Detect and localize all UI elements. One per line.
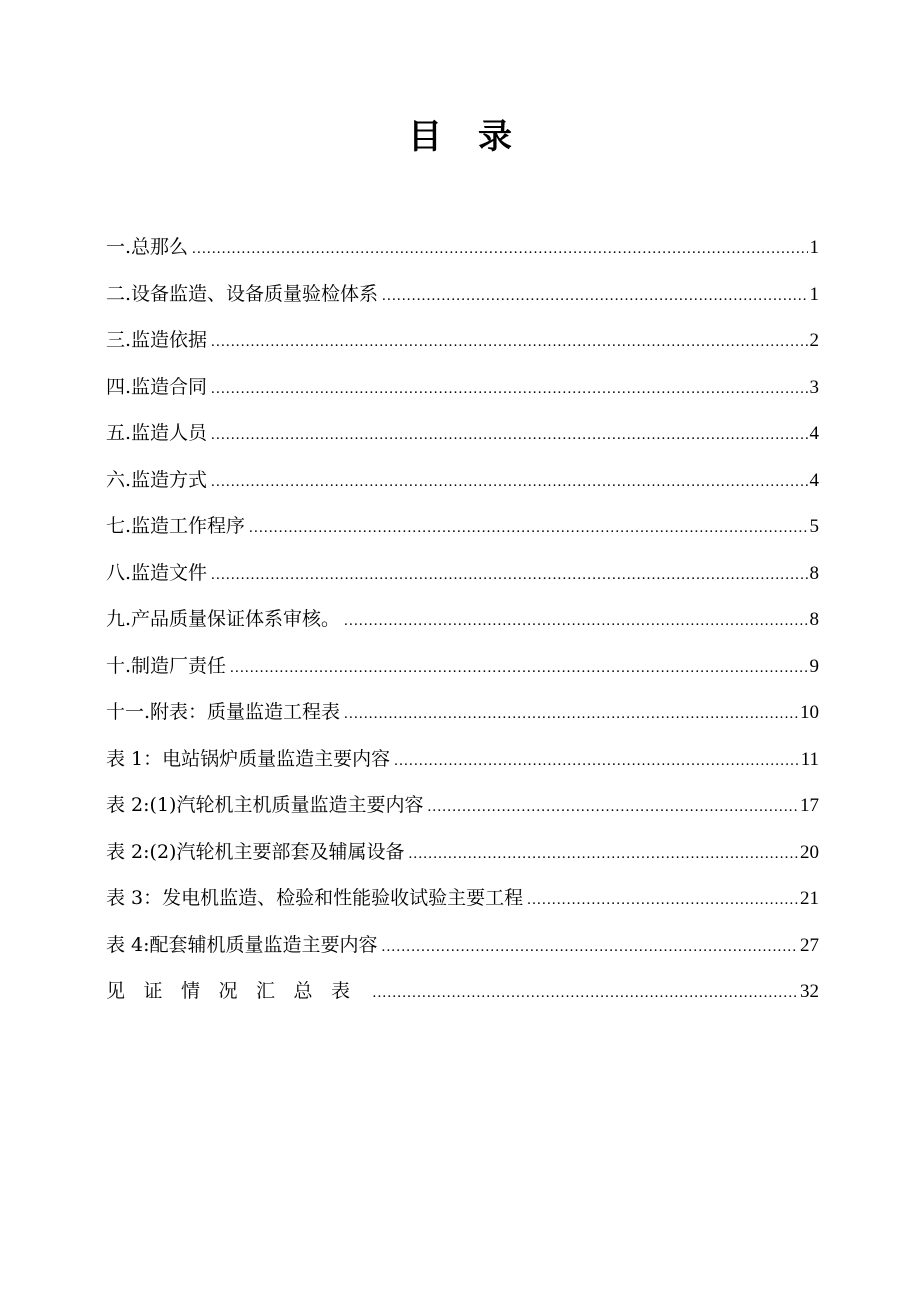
toc-leader-dots [344, 598, 807, 645]
toc-leader-dots [211, 366, 807, 413]
toc-leader-dots [394, 738, 799, 785]
toc-leader-dots [211, 319, 807, 366]
toc-entry-title: 表 2:(1)汽轮机主机质量监造主要内容 [106, 794, 424, 816]
toc-leader-dots [211, 412, 807, 459]
toc-page-number: 21 [800, 888, 819, 909]
toc-entry[interactable] [106, 457, 819, 504]
toc-page-number: 1 [809, 283, 819, 305]
toc-entry-title: 表 2:(2)汽轮机主要部套及辅属设备 [106, 840, 405, 863]
toc-entry[interactable] [106, 922, 819, 969]
toc-entry-title: 七.监造工作程序 [106, 515, 246, 537]
toc-leader-dots [230, 645, 807, 692]
toc-page-number: 4 [809, 423, 819, 444]
toc-entry[interactable] [106, 596, 819, 643]
toc-entry[interactable] [106, 968, 819, 1015]
toc-entry[interactable] [106, 410, 819, 457]
toc-entry[interactable] [106, 550, 819, 597]
toc-entry-title: 二.设备监造、设备质量验检体系 [106, 282, 379, 305]
toc-entry[interactable] [106, 829, 819, 876]
toc-entry-title: 表 4:配套辅机质量监造主要内容 [106, 933, 378, 956]
toc-entry-title: 表 1：电站锅炉质量监造主要内容 [106, 747, 391, 770]
toc-entry-title: 表 3：发电机监造、检验和性能验收试验主要工程 [106, 887, 524, 909]
toc-leader-dots [382, 273, 807, 320]
toc-page-number: 3 [809, 376, 819, 398]
toc-leader-dots [192, 226, 807, 273]
toc-entry-title: 五.监造人员 [106, 422, 208, 444]
toc-leader-dots [427, 784, 798, 831]
toc-entry-title: 九.产品质量保证体系审核。 [106, 608, 341, 630]
toc-page-number: 20 [800, 841, 819, 863]
toc-page-number: 8 [809, 562, 819, 584]
toc-page-number: 17 [800, 795, 819, 816]
toc-page-number: 32 [800, 981, 819, 1002]
toc-entry-title: 六.监造方式 [106, 468, 208, 491]
toc-page-number: 8 [809, 609, 819, 630]
toc-entry-title: 一.总那么 [106, 236, 189, 258]
toc-entry[interactable] [106, 643, 819, 690]
toc-page-number: 11 [800, 748, 819, 770]
table-of-contents [106, 224, 819, 1015]
toc-entry[interactable] [106, 689, 819, 736]
toc-entry[interactable] [106, 782, 819, 829]
toc-entry[interactable] [106, 364, 819, 411]
toc-leader-dots [344, 691, 798, 738]
toc-leader-dots [408, 831, 798, 878]
toc-title: 目录 [408, 117, 548, 157]
toc-entry[interactable] [106, 736, 819, 783]
toc-page-number: 10 [800, 702, 819, 723]
toc-entry[interactable] [106, 875, 819, 922]
toc-page-number: 1 [809, 237, 819, 258]
toc-leader-dots [211, 552, 807, 599]
toc-entry[interactable] [106, 224, 819, 271]
toc-entry-title: 见证情况汇总表 [106, 980, 369, 1002]
toc-entry-title: 三.监造依据 [106, 329, 208, 351]
toc-page-number: 2 [809, 330, 819, 351]
toc-entry[interactable] [106, 271, 819, 318]
toc-entry[interactable] [106, 503, 819, 550]
toc-entry-title: 四.监造合同 [106, 375, 208, 398]
toc-page-number: 4 [809, 469, 819, 491]
toc-leader-dots [249, 505, 807, 552]
toc-leader-dots [373, 970, 798, 1017]
toc-leader-dots [382, 924, 798, 971]
toc-entry-title: 八.监造文件 [106, 561, 208, 584]
toc-page-number: 5 [809, 516, 819, 537]
toc-leader-dots [211, 459, 807, 506]
toc-page-number: 27 [800, 934, 819, 956]
toc-leader-dots [527, 877, 798, 924]
toc-page-number: 9 [809, 655, 819, 677]
toc-entry-title: 十.制造厂责任 [106, 654, 227, 677]
toc-entry[interactable] [106, 317, 819, 364]
toc-entry-title: 十一.附表：质量监造工程表 [106, 701, 341, 723]
